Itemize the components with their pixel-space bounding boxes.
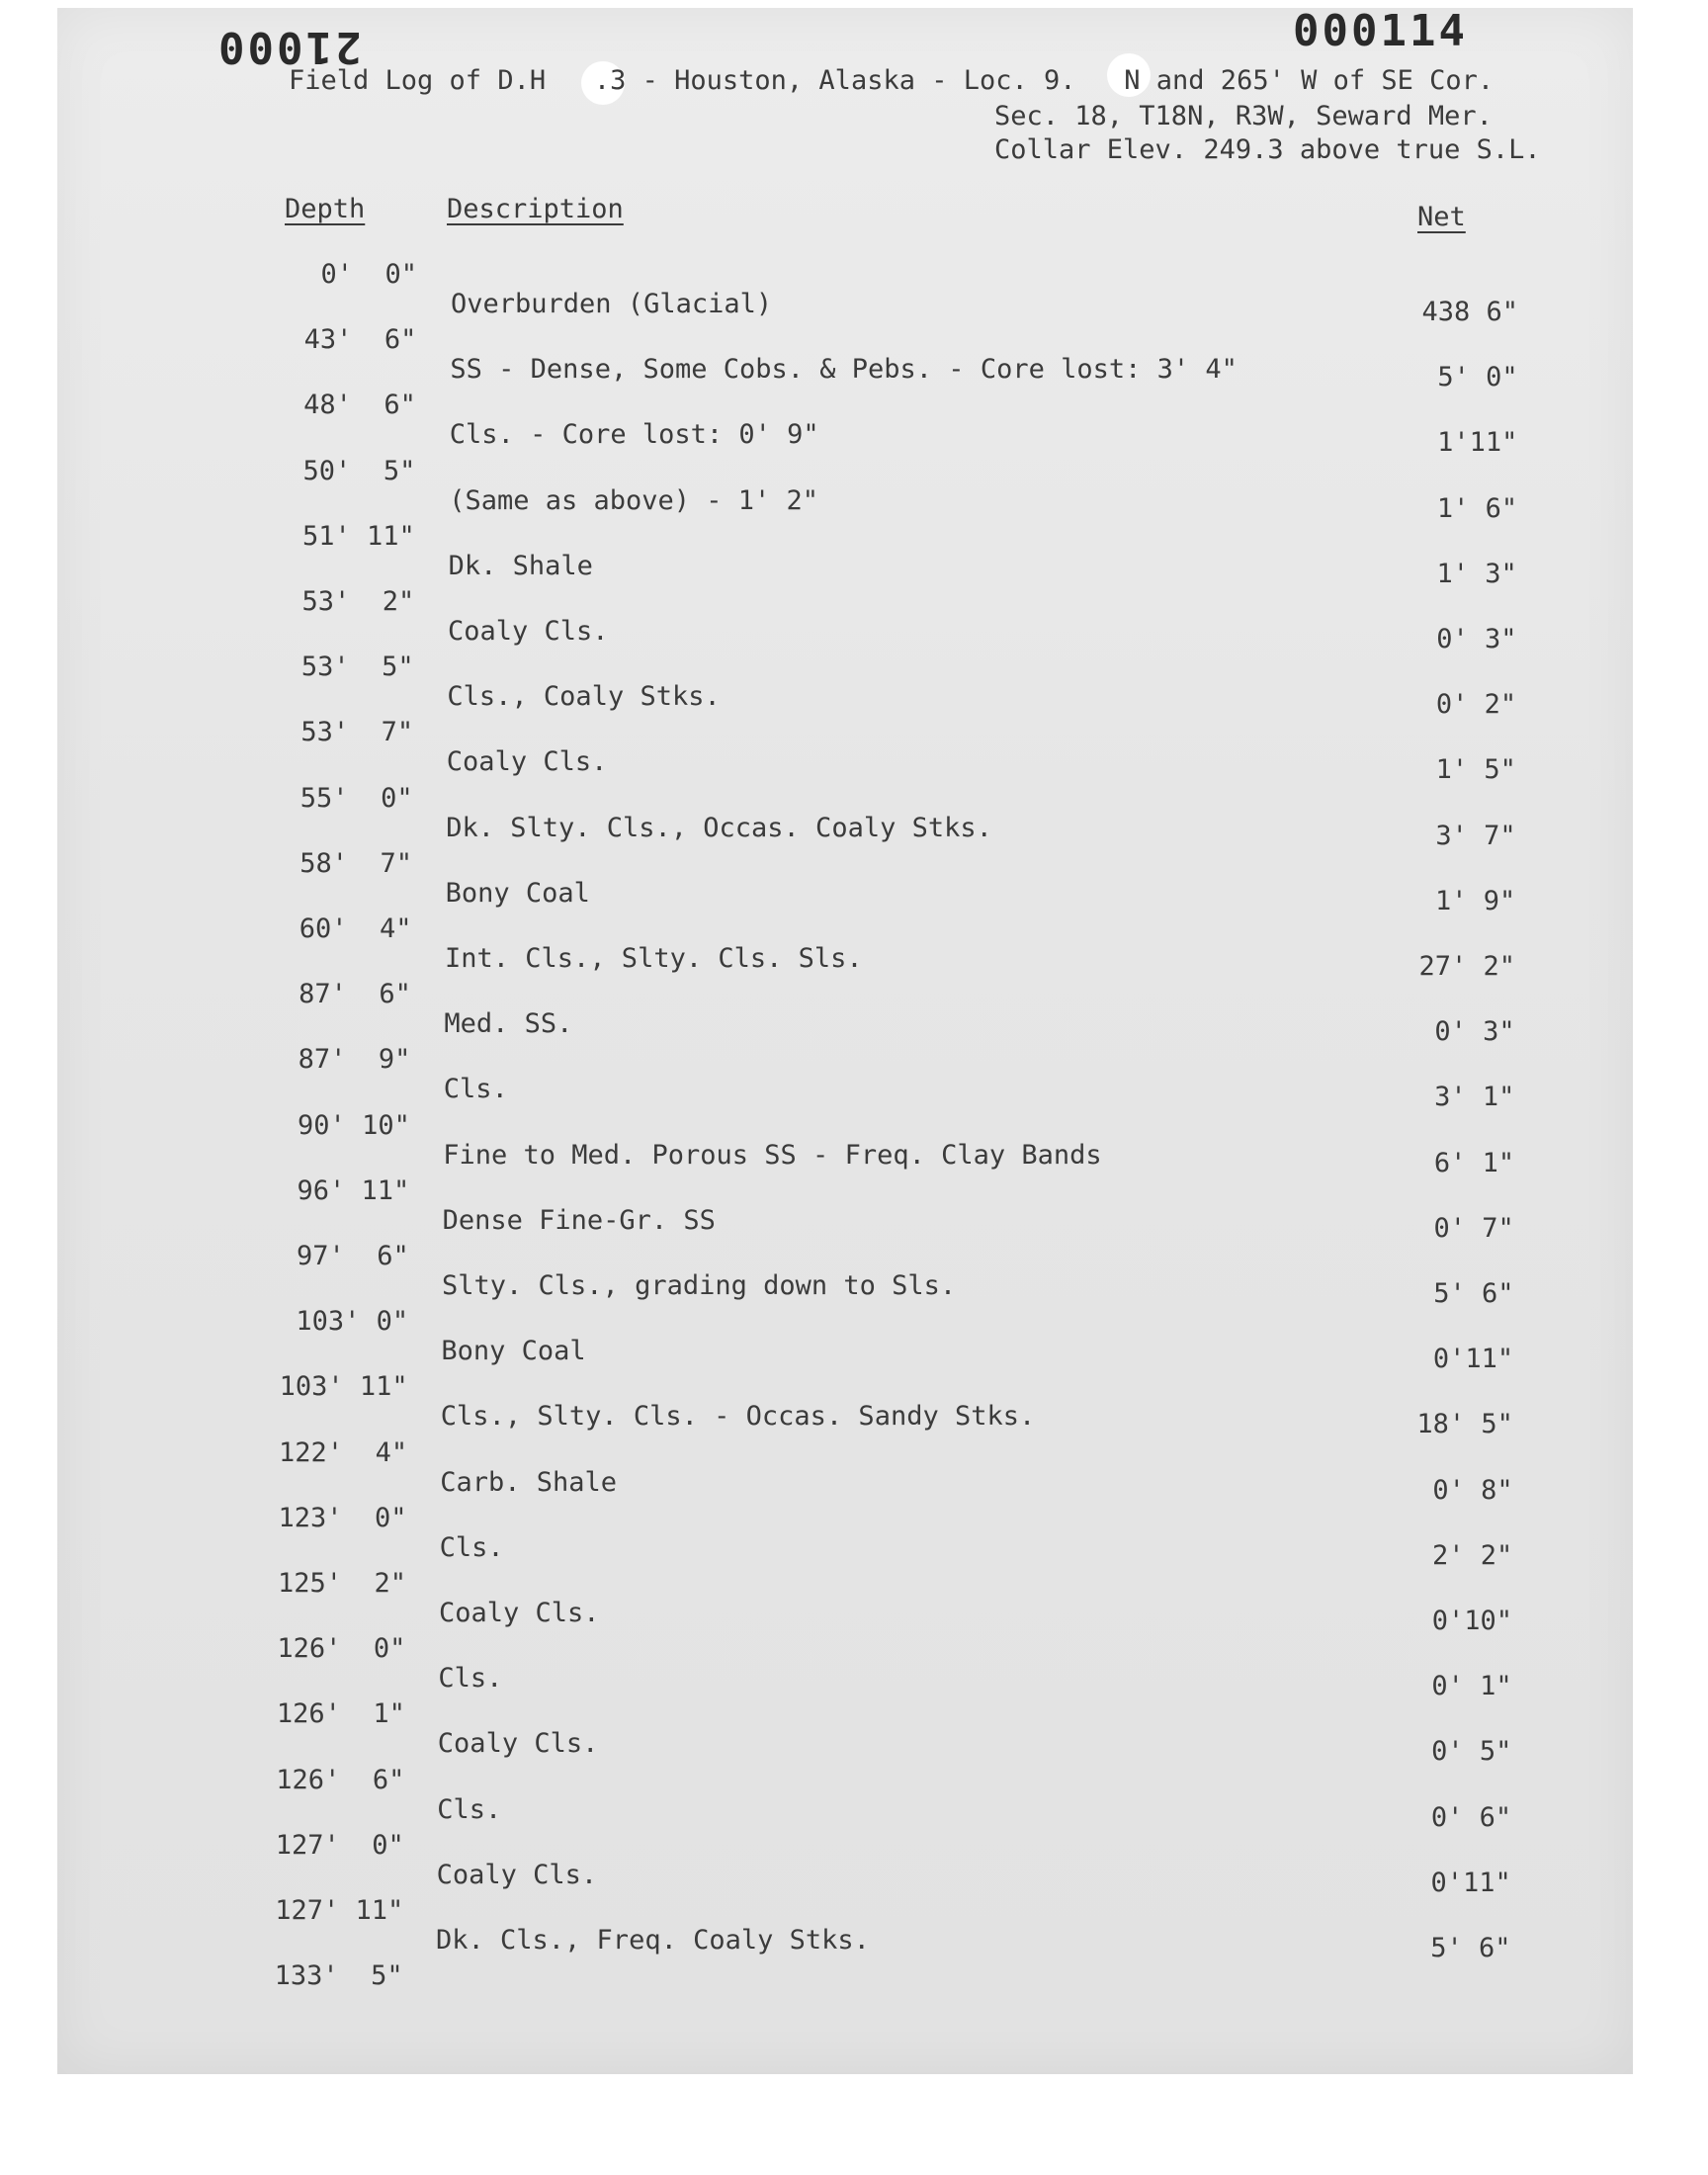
interval-net: 0' 3": [1436, 624, 1517, 654]
location-section: Sec. 18, T18N, R3W, Seward Mer.: [994, 101, 1493, 131]
interval-description: Coaly Cls.: [439, 1598, 600, 1628]
depth-value: 87' 6": [299, 979, 411, 1010]
collar-elevation: Collar Elev. 249.3 above true S.L.: [994, 134, 1541, 165]
interval-net: 0'10": [1431, 1606, 1512, 1636]
interval-net: 1' 6": [1436, 492, 1518, 524]
document-number-stamp-right: 000114: [1293, 6, 1468, 56]
depth-value: 53' 7": [300, 717, 414, 748]
depth-value: 133' 5": [274, 1960, 403, 1992]
interval-description: Coaly Cls.: [436, 1859, 598, 1890]
interval-description: Bony Coal: [445, 877, 590, 909]
interval-description: Dk. Shale: [448, 550, 593, 581]
depth-value: 127' 11": [275, 1895, 404, 1926]
depth-value: 97' 6": [296, 1241, 409, 1271]
interval-description: Coaly Cls.: [446, 746, 608, 778]
depth-value: 103' 0": [296, 1306, 409, 1338]
interval-net: 0' 8": [1432, 1474, 1513, 1506]
depth-value: 87' 9": [298, 1044, 411, 1076]
interval-net: 2' 2": [1432, 1539, 1513, 1571]
interval-description: Slty. Cls., grading down to Sls.: [442, 1270, 957, 1301]
depth-value: 126' 1": [276, 1698, 405, 1730]
interval-net: 3' 7": [1435, 820, 1516, 851]
interval-net: 18' 5": [1416, 1409, 1513, 1440]
depth-value: 0' 0": [320, 259, 417, 290]
interval-description: Med. SS.: [444, 1008, 573, 1040]
interval-description: Cls.: [443, 1074, 508, 1105]
interval-description: Coaly Cls.: [437, 1728, 599, 1760]
interval-net: 1'11": [1437, 427, 1518, 459]
interval-net: 5' 0": [1437, 362, 1518, 393]
depth-value: 103' 11": [279, 1371, 408, 1403]
interval-net: 1' 3": [1436, 558, 1517, 589]
interval-description: (Same as above) - 1' 2": [449, 484, 819, 516]
interval-description: Fine to Med. Porous SS - Freq. Clay Bands: [443, 1139, 1102, 1171]
interval-net: 5' 6": [1433, 1278, 1514, 1309]
depth-value: 55' 0": [299, 782, 413, 814]
interval-net: 0' 1": [1431, 1671, 1512, 1702]
depth-value: 53' 5": [300, 652, 414, 683]
interval-description: Cls.: [438, 1663, 503, 1695]
depth-value: 90' 10": [298, 1109, 410, 1141]
interval-net: 438 6": [1421, 297, 1518, 327]
depth-value: 43' 6": [303, 324, 417, 356]
document-number-stamp-left: 21000: [215, 22, 362, 72]
interval-description: SS - Dense, Some Cobs. & Pebs. - Core lost: 3' 4": [450, 354, 1238, 386]
interval-description: Cls.: [439, 1531, 504, 1563]
depth-value: 60' 4": [299, 914, 412, 944]
interval-net: 27' 2": [1418, 951, 1515, 982]
interval-description: Bony Coal: [441, 1336, 586, 1367]
interval-net: 0' 3": [1434, 1016, 1515, 1048]
interval-description: Int. Cls., Slty. Cls. Sls.: [445, 943, 863, 974]
interval-description: Dk. Cls., Freq. Coaly Stks.: [436, 1925, 870, 1956]
interval-net: 0' 7": [1433, 1212, 1514, 1244]
interval-description: Overburden (Glacial): [451, 289, 773, 319]
depth-value: 126' 6": [276, 1764, 405, 1795]
depth-value: 123' 0": [278, 1502, 407, 1533]
depth-value: 126' 0": [277, 1633, 406, 1665]
interval-description: Cls., Slty. Cls. - Occas. Sandy Stks.: [440, 1401, 1036, 1433]
interval-net: 6' 1": [1433, 1147, 1515, 1178]
column-header-net: Net: [1417, 202, 1466, 232]
depth-value: 96' 11": [297, 1174, 410, 1206]
depth-value: 51' 11": [302, 520, 415, 552]
depth-value: 53' 2": [301, 586, 415, 617]
depth-value: 50' 5": [302, 455, 416, 486]
depth-value: 58' 7": [299, 847, 413, 879]
interval-net: 5' 6": [1430, 1933, 1511, 1963]
depth-value: 122' 4": [279, 1436, 408, 1468]
interval-net: 1' 5": [1435, 754, 1516, 786]
depth-value: 48' 6": [303, 390, 416, 421]
interval-description: Cls.: [437, 1793, 502, 1825]
interval-net: 0' 5": [1431, 1736, 1512, 1768]
interval-net: 1' 9": [1435, 885, 1516, 916]
log-title: Field Log of D.H .3 - Houston, Alaska - Loc. 9. N and 265' W of SE Cor.: [289, 65, 1494, 96]
interval-description: Coaly Cls.: [448, 616, 609, 647]
column-header-depth: Depth: [285, 194, 366, 224]
interval-description: Dense Fine-Gr. SS: [442, 1204, 716, 1236]
column-header-description: Description: [447, 194, 624, 224]
interval-description: Dk. Slty. Cls., Occas. Coaly Stks.: [446, 812, 992, 843]
interval-description: Cls., Coaly Stks.: [447, 681, 721, 713]
interval-net: 0' 2": [1435, 689, 1517, 721]
interval-net: 0'11": [1430, 1867, 1511, 1898]
interval-net: 0'11": [1432, 1344, 1514, 1375]
interval-net: 0' 6": [1430, 1801, 1512, 1833]
depth-value: 125' 2": [277, 1568, 406, 1599]
interval-description: Carb. Shale: [440, 1466, 617, 1498]
depth-value: 127' 0": [275, 1829, 404, 1861]
interval-description: Cls. - Core lost: 0' 9": [449, 419, 819, 451]
interval-net: 3' 1": [1434, 1082, 1515, 1113]
